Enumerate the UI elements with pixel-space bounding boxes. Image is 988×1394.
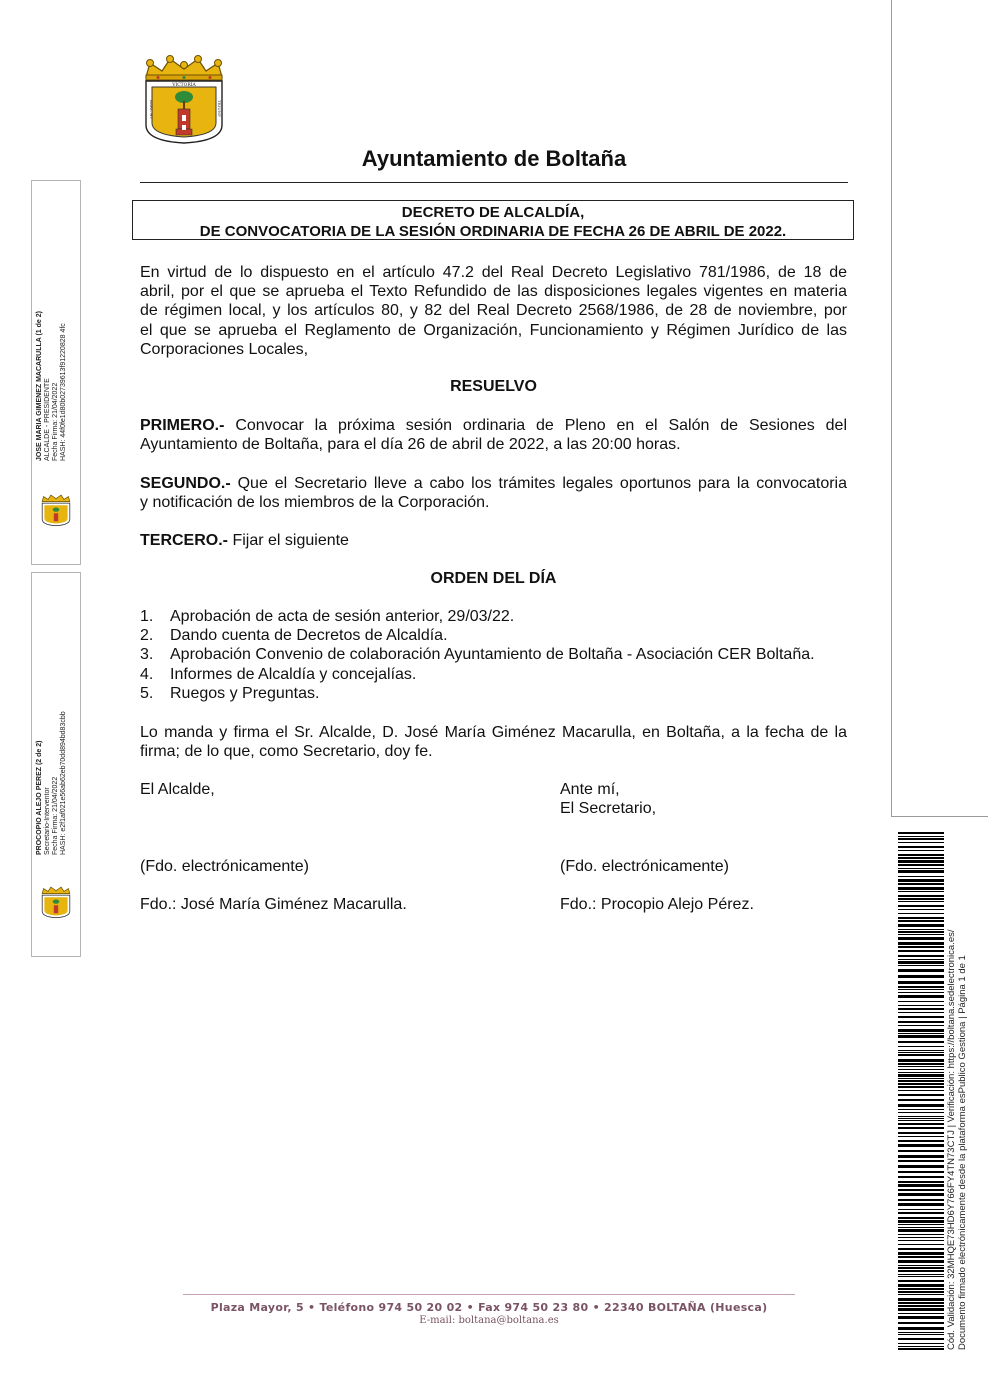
barcode-bar <box>898 1334 944 1335</box>
barcode-bar <box>898 905 944 907</box>
barcode-bar <box>898 1050 944 1051</box>
agenda-text: Aprobación de acta de sesión anterior, 29/03/22. <box>170 608 515 625</box>
barcode-bar <box>898 1227 944 1228</box>
secretario-role-block <box>560 780 656 818</box>
secretario-role: El Secretario, <box>560 800 657 818</box>
barcode-bar <box>898 1348 944 1350</box>
barcode-bar <box>898 1099 944 1101</box>
barcode-bar <box>898 1217 944 1219</box>
barcode-bar <box>898 1008 944 1010</box>
barcode-bar <box>898 850 944 851</box>
resuelvo-heading: RESUELVO <box>450 378 537 395</box>
barcode-bar <box>898 1127 944 1129</box>
barcode-bar <box>898 1063 944 1065</box>
agenda-text: Dando cuenta de Decretos de Alcaldía. <box>170 627 448 645</box>
intro-line: En virtud de lo dispuesto en el artículo 47.2 del Real Decreto Legislativo 781/1986, de 18 de <box>140 264 847 281</box>
barcode-bar <box>898 1021 944 1023</box>
barcode-bar <box>898 1274 944 1275</box>
barcode-bar <box>898 1176 944 1178</box>
barcode-bar <box>898 854 944 856</box>
svg-text:TRIUNF: TRIUNF <box>217 100 222 117</box>
barcode-bar <box>898 1069 944 1070</box>
barcode-bar <box>898 1240 944 1241</box>
barcode-bar <box>898 1338 944 1340</box>
barcode-bar <box>898 891 944 892</box>
barcode-bar <box>898 986 944 988</box>
barcode-bar <box>898 1052 944 1053</box>
barcode-bar <box>898 937 944 940</box>
barcode-bar <box>898 1041 944 1043</box>
barcode-bar <box>898 857 944 859</box>
primero-paragraph <box>140 416 847 454</box>
barcode-bar <box>898 1118 944 1119</box>
alcalde-electronic-signature: (Fdo. electrónicamente) <box>140 858 309 875</box>
barcode-bar <box>898 895 944 897</box>
barcode-bar <box>898 838 944 840</box>
barcode-bar <box>898 1160 944 1162</box>
barcode-bar <box>898 969 944 972</box>
barcode-bar <box>898 1248 944 1250</box>
intro-line: Corporaciones Locales, <box>140 340 309 358</box>
barcode-bar <box>898 846 944 848</box>
barcode-bar <box>898 917 944 919</box>
barcode-bar <box>898 1284 944 1287</box>
stamp-signer-name: JOSE MARIA GIMENEZ MACARULLA (1 de 2) <box>36 311 43 461</box>
barcode-bar <box>898 1054 944 1056</box>
barcode-bar <box>898 1346 944 1347</box>
stamp-signature-date: Fecha Firma: 21/04/2022 <box>52 382 59 461</box>
right-margin-divider <box>891 816 988 817</box>
barcode-bar <box>898 1189 944 1191</box>
barcode-bar <box>898 913 944 914</box>
alcalde-signature-name: Fdo.: José María Giménez Macarulla. <box>140 896 407 913</box>
barcode-bar <box>898 1276 944 1277</box>
barcode-bar <box>898 1155 944 1158</box>
barcode-bar <box>898 1327 944 1330</box>
barcode-bar <box>898 1059 944 1062</box>
barcode-bar <box>898 1203 944 1206</box>
barcode-bar <box>898 1116 944 1117</box>
barcode-bar <box>898 1234 944 1235</box>
barcode-bar <box>898 1005 944 1006</box>
barcode-bar <box>898 887 944 890</box>
barcode-bar <box>898 1270 944 1272</box>
alcalde-role: El Alcalde, <box>140 781 215 798</box>
barcode-bar <box>898 950 944 952</box>
stamp-crest-icon <box>40 885 72 919</box>
barcode-bar <box>898 1294 944 1295</box>
agenda-number: 3. <box>140 646 154 664</box>
barcode-bar <box>898 934 944 935</box>
stamp-signature-date: Fecha Firma: 21/04/2022 <box>52 776 59 855</box>
segundo-paragraph <box>140 474 847 512</box>
secretario-signature-name: Fdo.: Procopio Alejo Pérez. <box>560 896 754 913</box>
barcode-bar <box>898 1256 944 1258</box>
stamp-crest-icon <box>40 493 72 527</box>
barcode-bar <box>898 989 944 990</box>
stamp-signer-name: PROCOPIO ALEJO PEREZ (2 de 2) <box>36 740 43 855</box>
verification-platform-line: Documento firmado electrónicamente desde la plataforma esPublico Gestiona | Página 1 de 1 <box>957 955 968 1350</box>
barcode-bar <box>898 1072 944 1073</box>
agenda-text: Informes de Alcaldía y concejalías. <box>170 665 417 683</box>
barcode-bar <box>898 1033 944 1034</box>
agenda-item <box>140 684 860 703</box>
barcode-bar <box>898 1029 944 1032</box>
footer-email: E-mail: boltana@boltana.es <box>419 1315 559 1326</box>
stamp-hash: HASH: e2f1af021e56ab62eb70dd894bd83cbb <box>60 711 67 855</box>
barcode-bar <box>898 1280 944 1282</box>
barcode-bar <box>898 898 944 900</box>
barcode-bar <box>898 1016 944 1018</box>
barcode-bar <box>898 1165 944 1168</box>
svg-text:VICTORIA: VICTORIA <box>172 83 196 88</box>
barcode-bar <box>898 879 944 882</box>
barcode-bar <box>898 868 944 869</box>
barcode-bar <box>898 1035 944 1038</box>
barcode-bar <box>898 1083 944 1085</box>
barcode-bar <box>898 995 944 998</box>
verification-code-line: Cód. Validación: 32MHQE73HD6Y766FY4TN73CTJ | Verificación: https://boltana.sedelectronica.es/ <box>946 929 957 1350</box>
barcode-bar <box>898 1267 944 1269</box>
intro-line: de régimen local, y los artículos 80, y 82 del Real Decreto 2568/1986, de 28 de noviembre, por <box>140 302 847 320</box>
barcode-bar <box>898 836 944 837</box>
validation-barcode <box>898 832 944 1350</box>
barcode-bar <box>898 1332 944 1333</box>
barcode-bar <box>898 1193 944 1196</box>
secretario-electronic-signature: (Fdo. electrónicamente) <box>560 858 729 875</box>
barcode-bar <box>898 1025 944 1026</box>
barcode-bar <box>898 1132 944 1134</box>
barcode-bar <box>898 1112 944 1113</box>
primero-label: PRIMERO.- <box>140 417 225 434</box>
segundo-line-2: y notificación de los miembros de la Corporación. <box>140 494 490 512</box>
barcode-bar <box>898 1078 944 1079</box>
footer-address: Plaza Mayor, 5 • Teléfono 974 50 20 02 • Fax 974 50 23 80 • 22340 BOLTAÑA (Huesca) <box>210 1301 768 1314</box>
barcode-bar <box>898 860 944 863</box>
barcode-bar <box>898 975 944 978</box>
barcode-bar <box>898 1150 944 1152</box>
barcode-bar <box>898 1066 944 1067</box>
closing-line: Lo manda y firma el Sr. Alcalde, D. José María Giménez Macarulla, en Boltaña, a la fecha de la <box>140 724 847 741</box>
footer-rule <box>183 1294 795 1295</box>
town-crest-logo <box>140 55 228 145</box>
barcode-bar <box>898 1260 944 1263</box>
barcode-bar <box>898 942 944 945</box>
signature-stamp-alcalde <box>31 180 81 565</box>
barcode-bar <box>898 981 944 984</box>
agenda-item <box>140 645 860 664</box>
barcode-bar <box>898 1012 944 1013</box>
barcode-bar <box>898 1199 944 1201</box>
barcode-bar <box>898 929 944 930</box>
barcode-bar <box>898 931 944 933</box>
barcode-bar <box>898 1046 944 1047</box>
tercero-label: TERCERO.- <box>140 532 228 549</box>
barcode-bar <box>898 1144 944 1147</box>
barcode-bar <box>898 1229 944 1232</box>
barcode-bar <box>898 959 944 960</box>
barcode-bar <box>898 1288 944 1290</box>
barcode-bar <box>898 832 944 834</box>
barcode-bar <box>898 1140 944 1142</box>
barcode-bar <box>898 1094 944 1096</box>
tercero-paragraph <box>140 531 847 550</box>
stamp-text-block <box>36 311 68 461</box>
right-margin-line <box>891 0 892 816</box>
barcode-bar <box>898 1184 944 1187</box>
barcode-bar <box>898 1220 944 1223</box>
agenda-text: Ruegos y Preguntas. <box>170 684 320 702</box>
barcode-bar <box>898 870 944 873</box>
intro-line: abril, por el que se aprueba el Texto Refundido de las disposiciones legales vigentes en materia <box>140 283 847 301</box>
closing-paragraph <box>140 723 847 761</box>
ante-mi-text: Ante mí, <box>560 781 620 798</box>
agenda-list <box>140 607 860 703</box>
barcode-bar <box>898 1086 944 1088</box>
barcode-bar <box>898 1291 944 1293</box>
stamp-signer-role: Secretario-Interventor <box>44 787 51 855</box>
barcode-bar <box>898 1224 944 1225</box>
barcode-bar <box>898 955 944 957</box>
intro-paragraph <box>140 263 847 359</box>
orden-del-dia-heading: ORDEN DEL DÍA <box>430 570 557 587</box>
barcode-bar <box>898 1171 944 1173</box>
barcode-bar <box>898 1136 944 1137</box>
agenda-item <box>140 665 860 684</box>
verification-text <box>946 929 968 1350</box>
barcode-bar <box>898 864 944 866</box>
agenda-number: 2. <box>140 627 154 645</box>
barcode-bar <box>898 909 944 910</box>
decree-title-line-2: DE CONVOCATORIA DE LA SESIÓN ORDINARIA DE FECHA 26 DE ABRIL DE 2022. <box>199 223 787 240</box>
primero-line-2: Ayuntamiento de Boltaña, para el día 26 de abril de 2022, a las 20:00 horas. <box>140 436 681 454</box>
barcode-bar <box>898 1302 944 1304</box>
agenda-item <box>140 626 860 645</box>
agenda-text: Aprobación Convenio de colaboración Ayuntamiento de Boltaña - Asociación CER Boltaña. <box>170 646 815 664</box>
barcode-bar <box>898 1313 944 1314</box>
barcode-bar <box>898 1209 944 1210</box>
barcode-bar <box>898 965 944 966</box>
agenda-number: 4. <box>140 665 154 683</box>
barcode-bar <box>898 1123 944 1125</box>
barcode-bar <box>898 1316 944 1319</box>
barcode-bar <box>898 961 944 964</box>
page-title: Ayuntamiento de Boltaña <box>361 146 627 171</box>
barcode-bar <box>898 992 944 993</box>
segundo-label: SEGUNDO.- <box>140 475 231 492</box>
barcode-bar <box>898 1244 944 1245</box>
barcode-bar <box>898 1212 944 1214</box>
primero-text: Convocar la próxima sesión ordinaria de Pleno en el Salón de Sesiones del <box>235 417 847 434</box>
title-underline <box>140 182 848 183</box>
barcode-bar <box>898 1109 944 1110</box>
barcode-bar <box>898 1298 944 1301</box>
barcode-bar <box>898 1265 944 1266</box>
closing-line: firma; de lo que, como Secretario, doy fe. <box>140 743 433 761</box>
stamp-hash: HASH: 44f0fe1d80b02739613f91220828 4fc <box>60 323 67 461</box>
barcode-bar <box>898 1181 944 1183</box>
barcode-bar <box>898 901 944 902</box>
barcode-bar <box>898 924 944 927</box>
agenda-number: 5. <box>140 684 154 702</box>
barcode-bar <box>898 1252 944 1255</box>
agenda-item <box>140 607 860 626</box>
svg-text:BARC HT: BARC HT <box>149 100 154 120</box>
tercero-text: Fijar el siguiente <box>232 532 349 549</box>
barcode-bar <box>898 946 944 948</box>
barcode-bar <box>898 1080 944 1082</box>
barcode-bar <box>898 1308 944 1311</box>
barcode-bar <box>898 876 944 877</box>
decree-title-line-1: DECRETO DE ALCALDÍA, <box>401 204 585 221</box>
barcode-bar <box>898 883 944 885</box>
stamp-text-block <box>36 711 68 855</box>
barcode-bar <box>898 1305 944 1307</box>
barcode-bar <box>898 1001 944 1002</box>
signature-stamp-secretario <box>31 572 81 957</box>
barcode-bar <box>898 842 944 843</box>
barcode-bar <box>898 1343 944 1344</box>
barcode-bar <box>898 1074 944 1077</box>
stamp-signer-role: ALCALDE - PRESIDENTE <box>44 378 51 461</box>
barcode-bar <box>898 1237 944 1238</box>
barcode-bar <box>898 1104 944 1107</box>
barcode-bar <box>898 920 944 922</box>
barcode-bar <box>898 1120 944 1121</box>
barcode-bar <box>898 1090 944 1091</box>
primero-line-1 <box>140 416 847 435</box>
intro-line: el que se aprueba el Reglamento de Organización, Funcionamiento y Régimen Jurídico de las <box>140 321 847 339</box>
barcode-bar <box>898 1322 944 1324</box>
segundo-text: Que el Secretario lleve a cabo los trámites legales oportunos para la convocatoria <box>237 475 848 492</box>
decree-title-box <box>132 200 854 240</box>
agenda-number: 1. <box>140 608 154 625</box>
segundo-line-1 <box>140 474 847 493</box>
